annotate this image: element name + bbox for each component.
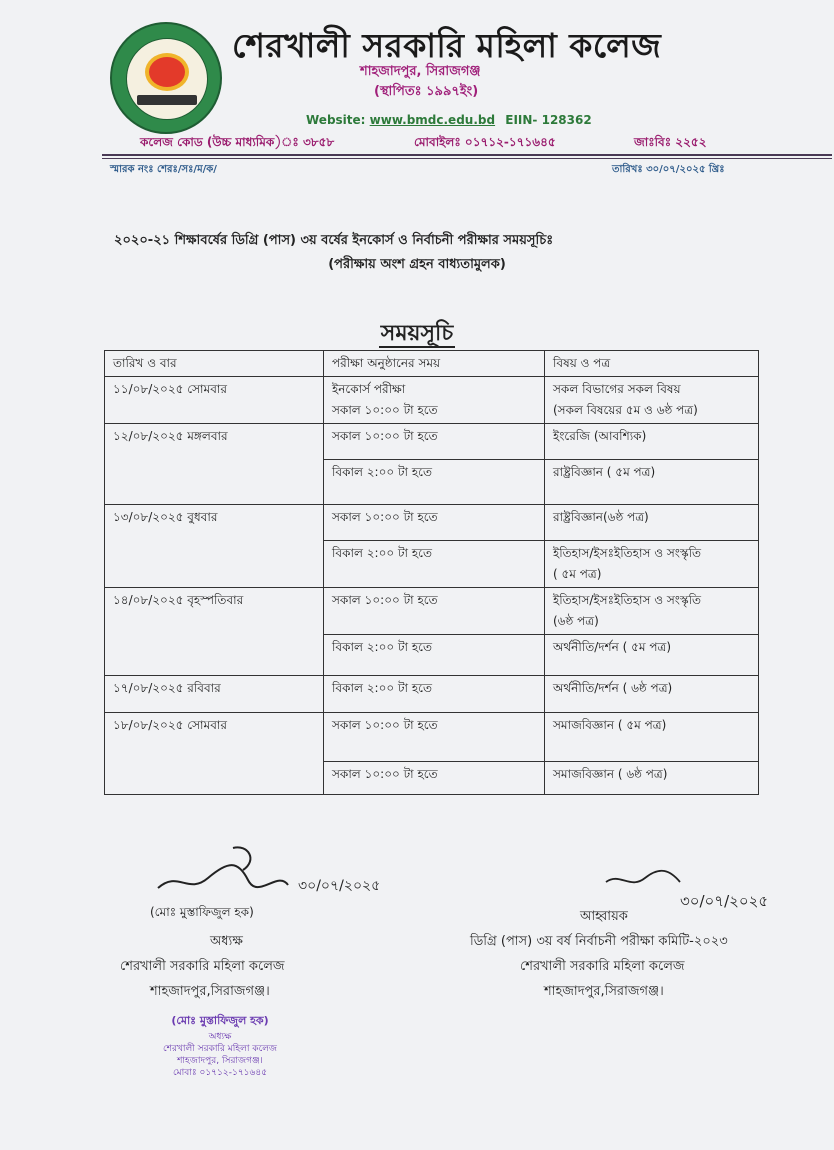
table-row [105, 588, 759, 635]
principal-signature-date: ৩০/০৭/২০২৫ [298, 878, 381, 894]
seal-name: (মোঃ মুস্তাফিজুল হক) [171, 1014, 269, 1027]
table-row [105, 424, 759, 460]
table-row [105, 377, 759, 424]
logo-sun-icon [149, 57, 185, 87]
time-cell [324, 713, 545, 762]
time-cell [324, 762, 545, 795]
letterhead-divider [102, 154, 832, 156]
seal-address: শাহজাদপুর, সিরাজগঞ্জ। [177, 1056, 263, 1066]
college-mobile: মোবাইলঃ ০১৭১২-১৭১৬৪৫ [414, 135, 556, 149]
subject-text: রাষ্ট্রবিজ্ঞান ( ৫ম পত্র) [553, 465, 656, 479]
letterhead-divider-thin [102, 158, 832, 159]
time-cell [324, 588, 545, 635]
subject-cell [545, 424, 759, 460]
established-year: (স্থাপিতঃ ১৯৯৭ইং) [374, 84, 479, 99]
time-text: সকাল ১০:০০ টা হতে [332, 510, 438, 524]
college-name: শেরখালী সরকারি মহিলা কলেজ [232, 26, 662, 65]
memo-number: স্মারক নংঃ শেরঃ/সঃ/ম/ক/ [110, 164, 217, 175]
time-text: বিকাল ২:০০ টা হতে [332, 681, 432, 695]
time-text: সকাল ১০:০০ টা হতে [332, 593, 438, 607]
college-code: কলেজ কোড (উচ্চ মাধ্যমিক)ঃ ৩৮৫৮ [140, 135, 335, 149]
subject-text: (সকল বিষয়ের ৫ম ও ৬ষ্ঠ পত্র) [553, 403, 698, 417]
date-cell [105, 377, 324, 424]
seal-role: অধ্যক্ষ [208, 1032, 232, 1042]
date-text: ১৩/০৮/২০২৫ বুধবার [113, 510, 218, 524]
principal-signature [148, 840, 381, 904]
date-text: ১৭/০৮/২০২৫ রবিবার [113, 681, 221, 695]
principal-name: (মোঃ মুস্তাফিজুল হক) [150, 905, 254, 919]
subject-cell [545, 541, 759, 588]
time-text: বিকাল ২:০০ টা হতে [332, 465, 432, 479]
convener-role: আহ্বায়ক [580, 909, 628, 924]
website-link[interactable]: www.bmdc.edu.bd [369, 113, 496, 127]
convener-signature-date: ৩০/০৭/২০২৫ [680, 892, 769, 910]
header-time: পরীক্ষা অনুষ্ঠানের সময় [324, 351, 545, 377]
time-text: ইনকোর্স পরীক্ষা [332, 382, 406, 396]
date-cell [105, 588, 324, 676]
time-cell [324, 635, 545, 676]
date-text: ১৪/০৮/২০২৫ বৃহস্পতিবার [113, 593, 244, 607]
date-text: ১১/০৮/২০২৫ সোমবার [113, 382, 227, 396]
time-text: সকাল ১০:০০ টা হতে [332, 767, 438, 781]
exam-schedule-table [104, 350, 759, 795]
subject-text: সকল বিভাগের সকল বিষয় [553, 382, 681, 396]
subject-text: ( ৫ম পত্র) [553, 567, 602, 581]
time-text: সকাল ১০:০০ টা হতে [332, 403, 438, 417]
time-text: সকাল ১০:০০ টা হতে [332, 718, 438, 732]
schedule-title-text: সময়সূচি [380, 320, 454, 346]
date-text: ১৮/০৮/২০২৫ সোমবার [113, 718, 227, 732]
subject-cell [545, 762, 759, 795]
eiin-number: EIIN- 128362 [505, 113, 592, 127]
time-cell [324, 505, 545, 541]
convener-address: শাহজাদপুর,সিরাজগঞ্জ। [544, 984, 664, 999]
date-cell [105, 424, 324, 505]
subject-cell [545, 505, 759, 541]
time-cell [324, 424, 545, 460]
memo-date: তারিখঃ ৩০/০৭/২০২৫ খ্রিঃ [612, 164, 725, 175]
notice-subheading: (পরীক্ষায় অংশ গ্রহন বাধ্যতামুলক) [328, 257, 506, 272]
principal-address: শাহজাদপুর,সিরাজগঞ্জ। [150, 984, 270, 999]
website-label: Website: [306, 113, 366, 127]
table-header-row [105, 351, 759, 377]
time-text: বিকাল ২:০০ টা হতে [332, 640, 432, 654]
subject-cell [545, 713, 759, 762]
subject-text: (৬ষ্ঠ পত্র) [553, 614, 599, 628]
college-logo [110, 22, 222, 134]
subject-text: সমাজবিজ্ঞান ( ৫ম পত্র) [553, 718, 667, 732]
principal-org: শেরখালী সরকারি মহিলা কলেজ [120, 959, 285, 974]
logo-inner-seal [126, 38, 208, 120]
date-cell [105, 505, 324, 588]
time-cell [324, 541, 545, 588]
convener-signature [600, 862, 810, 922]
subject-text: রাষ্ট্রবিজ্ঞান(৬ষ্ঠ পত্র) [553, 510, 649, 524]
date-cell [105, 676, 324, 713]
subject-cell [545, 588, 759, 635]
website-line [306, 113, 592, 127]
seal-org: শেরখালী সরকারি মহিলা কলেজ [163, 1044, 277, 1054]
time-cell [324, 676, 545, 713]
college-code-2: জাঃবিঃ ২২৫২ [634, 135, 707, 149]
time-cell [324, 460, 545, 505]
table-row [105, 505, 759, 541]
table-row [105, 713, 759, 762]
convener-org: শেরখালী সরকারি মহিলা কলেজ [520, 959, 685, 974]
subject-text: ইংরেজি (আবশ্যিক) [553, 429, 647, 443]
convener-committee: ডিগ্রি (পাস) ৩য় বর্ষ নির্বাচনী পরীক্ষা কমিটি-২০২৩ [470, 934, 728, 949]
subject-cell [545, 377, 759, 424]
subject-cell [545, 460, 759, 505]
date-cell [105, 713, 324, 795]
time-text: সকাল ১০:০০ টা হতে [332, 429, 438, 443]
subject-cell [545, 676, 759, 713]
principal-role: অধ্যক্ষ [210, 934, 243, 949]
subject-cell [545, 635, 759, 676]
subject-text: সমাজবিজ্ঞান ( ৬ষ্ঠ পত্র) [553, 767, 668, 781]
seal-mobile: মোবাঃ ০১৭১২-১৭১৬৪৫ [172, 1068, 268, 1078]
notice-heading: ২০২০-২১ শিক্ষাবর্ষের ডিগ্রি (পাস) ৩য় বর্ষের ইনকোর্স ও নির্বাচনী পরীক্ষার সময়সূচিঃ [114, 233, 554, 248]
header-subject: বিষয় ও পত্র [545, 351, 759, 377]
subject-text: অর্থনীতি/দর্শন ( ৬ষ্ঠ পত্র) [553, 681, 673, 695]
college-address: শাহজাদপুর, সিরাজগঞ্জ [360, 64, 481, 79]
table-row [105, 676, 759, 713]
subject-text: ইতিহাস/ইসঃইতিহাস ও সংস্কৃতি [553, 546, 702, 560]
time-cell [324, 377, 545, 424]
header-date: তারিখ ও বার [105, 351, 324, 377]
schedule-title [0, 316, 834, 353]
logo-banner [137, 95, 197, 105]
date-text: ১২/০৮/২০২৫ মঙ্গলবার [113, 429, 228, 443]
principal-seal [130, 1012, 310, 1079]
subject-text: ইতিহাস/ইসঃইতিহাস ও সংস্কৃতি [553, 593, 702, 607]
subject-text: অর্থনীতি/দর্শন ( ৫ম পত্র) [553, 640, 672, 654]
time-text: বিকাল ২:০০ টা হতে [332, 546, 432, 560]
